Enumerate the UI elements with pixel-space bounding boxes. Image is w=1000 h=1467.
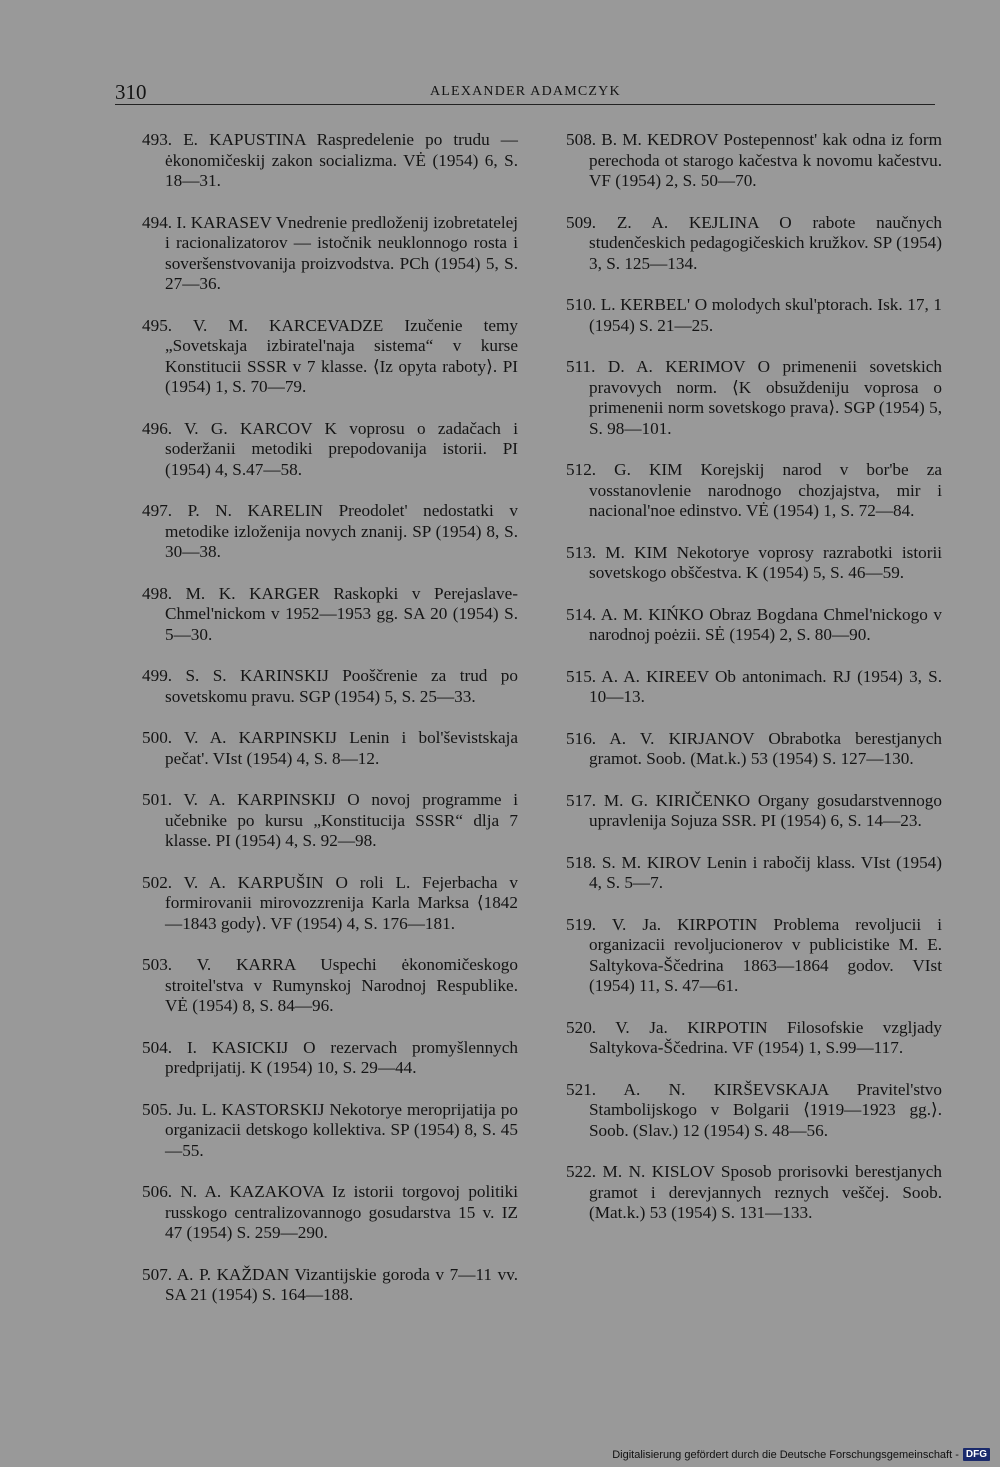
bibliography-entry: 519. V. Ja. KIRPOTIN Problema revoljucii i organizacii revoljucionerov v publicistike M. E. Saltykova-Ščedrina 1863—1864 godov. VIst (1954) 11, S. 47—61. xyxy=(566,914,942,995)
bibliography-entry: 515. A. A. KIREEV Ob antonimach. RJ (1954) 3, S. 10—13. xyxy=(566,666,942,706)
bibliography-entry: 499. S. S. KARINSKIJ Pooščrenie za trud po sovetskomu pravu. SGP (1954) 5, S. 25—33. xyxy=(142,666,518,706)
running-title: ALEXANDER ADAMCZYK xyxy=(430,84,621,99)
bibliography-entry: 518. S. M. KIROV Lenin i rabočij klass. VIst (1954) 4, S. 5—7. xyxy=(566,852,942,892)
bibliography-entry: 493. E. KAPUSTINA Raspredelenie po trudu — ėkonomičeskij zakon socializma. VĖ (1954) 6, S. 18—31. xyxy=(142,130,518,190)
bibliography-entry: 500. V. A. KARPINSKIJ Lenin i bol'ševistskaja pečat'. VIst (1954) 4, S. 8—12. xyxy=(142,728,518,768)
page-header xyxy=(115,80,930,106)
bibliography-entry: 505. Ju. L. KASTORSKIJ Nekotorye meroprijatija po organizacii detskogo kollektiva. SP (1954) 8, S. 45—55. xyxy=(142,1099,518,1160)
bibliography-entry: 513. M. KIM Nekotorye voprosy razrabotki istorii sovetskogo obščestva. K (1954) 5, S. 46—59. xyxy=(566,542,942,582)
bibliography-entry: 508. B. M. KEDROV Postepennost' kak odna iz form perechoda ot starogo kačestva k novomu kačestvu. VF (1954) 2, S. 50—70. xyxy=(566,130,942,190)
bibliography-entry: 522. M. N. KISLOV Sposob prorisovki berestjanych gramot i derevjannych reznych veščej. Soob. (Mat.k.) 53 (1954) S. 131—133. xyxy=(566,1162,942,1222)
bibliography-entry: 495. V. M. KARCEVADZE Izučenie temy „Sovetskaja izbiratel'naja sistema“ v kurse Konstitucii SSSR v 7 klasse. ⟨Iz opyta raboty⟩. PI (1954) 1, S. 70—79. xyxy=(142,315,518,396)
bibliography-entry: 496. V. G. KARCOV K voprosu o zadačach i soderžanii metodiki prepodovanija istorii. PI (1954) 4, S.47—58. xyxy=(142,418,518,479)
bibliography-entry: 501. V. A. KARPINSKIJ O novoj programme i učebnike po kursu „Konstitucija SSSR“ dlja 7 klasse. PI (1954) 4, S. 92—98. xyxy=(142,790,518,850)
bibliography-entry: 494. I. KARASEV Vnedrenie predloženij izobretatelej i racionalizatorov — istočnik neuklonnogo rosta i soveršenstvovanija proizvodstva. PCh (1954) 5, S. 27—36. xyxy=(142,212,518,293)
bibliography-entry: 512. G. KIM Korejskij narod v bor'be za vosstanovlenie narodnogo chozjajstva, mir i nacional'noe edinstvo. VĖ (1954) 1, S. 72—84. xyxy=(566,460,942,520)
bibliography-entry: 510. L. KERBEL' O molodych skul'ptorach. Isk. 17, 1 (1954) S. 21—25. xyxy=(566,295,942,335)
bibliography-entry: 507. A. P. KAŽDAN Vizantijskie goroda v 7—11 vv. SA 21 (1954) S. 164—188. xyxy=(142,1264,518,1304)
dfg-logo: DFG xyxy=(963,1448,990,1461)
bibliography-entry: 504. I. KASICKIJ O rezervach promyšlennych predprijatij. K (1954) 10, S. 29—44. xyxy=(142,1037,518,1077)
bibliography-entry: 506. N. A. KAZAKOVA Iz istorii torgovoj politiki russkogo centralizovannogo gosudarstva 15 v. IZ 47 (1954) S. 259—290. xyxy=(142,1182,518,1242)
bibliography-entry: 498. M. K. KARGER Raskopki v Perejaslave-Chmel'nickom v 1952—1953 gg. SA 20 (1954) S. 5—30. xyxy=(142,583,518,644)
bibliography-entry: 521. A. N. KIRŠEVSKAJA Pravitel'stvo Stambolijskogo v Bolgarii ⟨1919—1923 gg.⟩. Soob. (Slav.) 12 (1954) S. 48—56. xyxy=(566,1079,942,1140)
header-rule xyxy=(115,104,935,105)
bibliography-entry: 516. A. V. KIRJANOV Obrabotka berestjanych gramot. Soob. (Mat.k.) 53 (1954) S. 127—130. xyxy=(566,728,942,768)
bibliography-entry: 517. M. G. KIRIČENKO Organy gosudarstvennogo upravlenija Sojuza SSR. PI (1954) 6, S. 14—23. xyxy=(566,790,942,830)
bibliography-entry: 520. V. Ja. KIRPOTIN Filosofskie vzgljady Saltykova-Ščedrina. VF (1954) 1, S.99—117. xyxy=(566,1017,942,1057)
bibliography-entry: 502. V. A. KARPUŠIN O roli L. Fejerbacha v formirovanii mirovozzrenija Karla Marksa ⟨1842—1843 gody⟩. VF (1954) 4, S. 176—181. xyxy=(142,872,518,933)
page-number: 310 xyxy=(115,80,147,104)
left-column xyxy=(142,130,518,1327)
right-column xyxy=(566,130,942,1245)
bibliography-entry: 509. Z. A. KEJLINA O rabote naučnych studenčeskich pedagogičeskich kružkov. SP (1954) 3, S. 125—134. xyxy=(566,212,942,273)
bibliography-entry: 511. D. A. KERIMOV O primenenii sovetskich pravovych norm. ⟨K obsuždeniju voprosa o primenenii norm sovetskogo prava⟩. SGP (1954) 5, S. 98—101. xyxy=(566,357,942,438)
bibliography-entry: 503. V. KARRA Uspechi ėkonomičeskogo stroitel'stva v Rumynskoj Narodnoj Respublike. VĖ (1954) 8, S. 84—96. xyxy=(142,955,518,1015)
bibliography-entry: 497. P. N. KARELIN Preodolet' nedostatki v metodike izloženija novych znanij. SP (1954) 8, S. 30—38. xyxy=(142,501,518,561)
footer-credit-text: Digitalisierung gefördert durch die Deutsche Forschungsgemeinschaft - xyxy=(612,1448,959,1461)
digitization-footer xyxy=(612,1448,990,1461)
bibliography-entry: 514. A. M. KIŃKO Obraz Bogdana Chmel'nickogo v narodnoj poėzii. SĖ (1954) 2, S. 80—90. xyxy=(566,604,942,644)
